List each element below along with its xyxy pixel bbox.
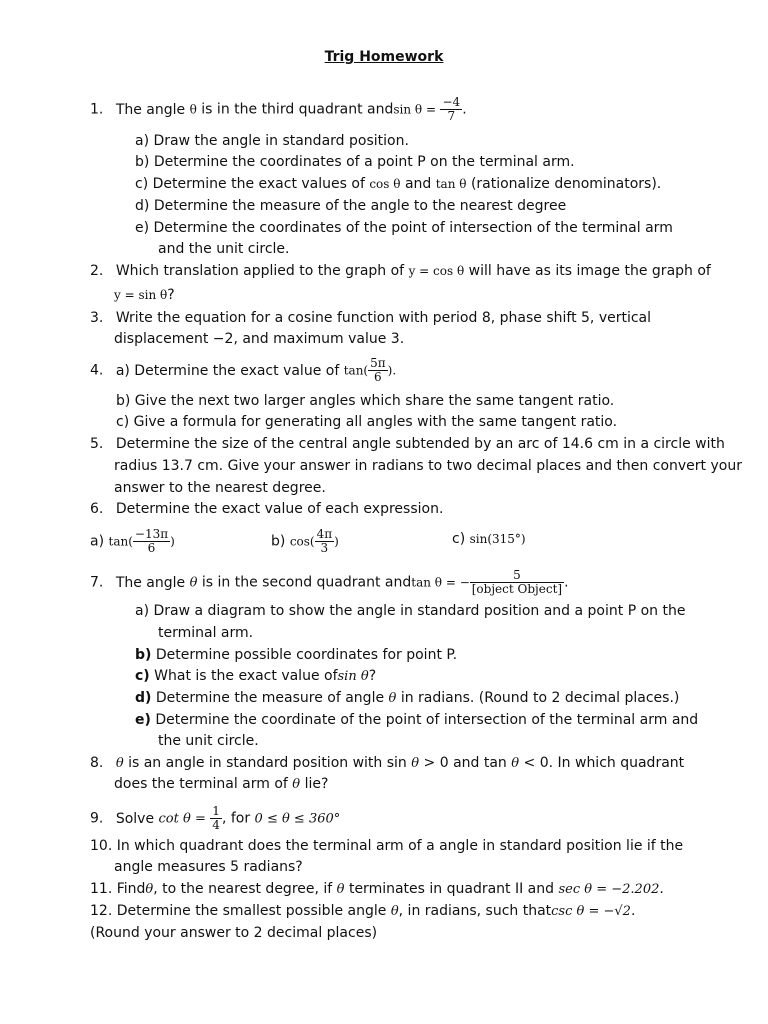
question-12 [90, 903, 635, 920]
q7-part-e [135, 712, 698, 729]
q11-theta-2: θ [336, 882, 345, 897]
q1-number: 1. [90, 101, 104, 118]
question-11 [90, 881, 664, 898]
q1-part-e [135, 220, 673, 237]
q3-text: Write the equation for a cosine function with period 8, phase shift 5, vertical [115, 310, 652, 326]
q7-b-text: Determine possible coordinates for point P. [155, 647, 458, 663]
q7-part-c [135, 668, 376, 685]
q11-number: 11. [90, 881, 113, 897]
q1-c-tan: tan θ [435, 177, 467, 191]
q7-c-question-mark: ? [368, 668, 377, 684]
q9-numerator: 1 [212, 804, 220, 818]
q7-text-pre: The angle [115, 574, 186, 591]
page-title: Trig Homework [324, 49, 444, 65]
q7-text-mid: is in the second quadrant and [201, 574, 412, 591]
q2-text2: will have as its image the graph of [468, 263, 711, 279]
q7-d-theta: θ [388, 691, 397, 706]
q7-theta: θ [189, 575, 198, 591]
q9-text2: , for [221, 810, 251, 827]
q1-a-text: Draw the angle in standard position. [153, 133, 409, 149]
q9-fraction [210, 805, 222, 832]
q3-number: 3. [90, 310, 104, 326]
question-7 [90, 569, 569, 596]
q5-continued-2: answer to the nearest degree. [114, 480, 326, 496]
q4-fraction [368, 357, 388, 384]
q1-d-label: d) [135, 198, 150, 214]
q4-number: 4. [90, 362, 104, 379]
q7-part-a [135, 603, 685, 620]
q1-part-b [135, 154, 575, 171]
q12-number: 12. [90, 903, 113, 919]
q7-numerator: 5 [513, 568, 521, 582]
q1-sin-expr: sin θ = [393, 102, 437, 117]
q1-c-cos: cos θ [369, 177, 401, 191]
q5-text: Determine the size of the central angle subtended by an arc of 14.6 cm in a circle with [115, 436, 725, 452]
q1-e-continued: and the unit circle. [158, 241, 290, 257]
q8-theta: θ [115, 756, 124, 771]
q1-text-pre: The angle [115, 101, 186, 118]
q1-part-c [135, 176, 661, 193]
q7-c-sin: sin θ [337, 669, 369, 684]
q7-c-text: What is the exact value of [154, 668, 338, 684]
q1-a-label: a) [135, 133, 150, 149]
q7-denominator: [object Object] [471, 582, 563, 596]
q8-text2: > 0 and tan [423, 755, 507, 771]
q10-number: 10. [90, 838, 113, 854]
q2-cos-expr: y = cos θ [408, 264, 465, 278]
q8-theta-4: θ [292, 777, 301, 792]
q9-denominator: 4 [212, 818, 220, 832]
q11-text2: , to the nearest degree, if [153, 881, 333, 897]
q6-a-label: a) [90, 533, 105, 550]
q6-a-close: ) [170, 534, 175, 549]
q6-a-denominator: 6 [133, 541, 170, 555]
q8-text5: lie? [304, 776, 329, 792]
q11-end: . [659, 881, 664, 897]
q6-b-denominator: 3 [315, 541, 335, 555]
q9-range: 0 ≤ θ ≤ 360° [254, 811, 341, 827]
q1-c-and: and [404, 176, 432, 192]
q1-d-text: Determine the measure of the angle to the nearest degree [153, 198, 567, 214]
q8-text4: does the terminal arm of [114, 776, 288, 792]
q8-text3: < 0. In which quadrant [523, 755, 685, 771]
q6-c-label: c) [452, 531, 466, 547]
q9-text: Solve [115, 810, 155, 827]
q7-c-label: c) [135, 668, 150, 684]
q4-tan: tan( [343, 363, 369, 378]
question-5 [90, 436, 725, 453]
q6-b-fraction [315, 528, 335, 555]
q1-c-label: c) [135, 176, 149, 192]
q6-text: Determine the exact value of each expression. [115, 501, 444, 517]
q7-fraction [470, 569, 564, 596]
q1-part-d [135, 198, 566, 215]
q10-text: In which quadrant does the terminal arm of a angle in standard position lie if the [116, 838, 684, 854]
q1-b-text: Determine the coordinates of a point P on the terminal arm. [153, 154, 575, 170]
q1-end: . [462, 101, 467, 118]
q6-b-numerator: 4π [316, 527, 333, 541]
q5-number: 5. [90, 436, 104, 452]
q9-cot-expr: cot θ = [158, 811, 206, 827]
q4-part-b: b) Give the next two larger angles which share the same tangent ratio. [116, 393, 615, 409]
question-10 [90, 838, 683, 855]
q7-d-text: Determine the measure of angle [155, 690, 385, 706]
q12-text: Determine the smallest possible angle [116, 903, 387, 919]
q7-end: . [564, 574, 569, 591]
q6-a-tan: tan( [108, 534, 133, 549]
q8-continued [114, 776, 328, 793]
q11-theta: θ [145, 882, 154, 897]
q12-theta: θ [390, 904, 399, 919]
q12-note: (Round your answer to 2 decimal places) [90, 925, 378, 941]
q1-denominator: 7 [440, 109, 462, 123]
q2-sin-expr: y = sin θ [114, 288, 168, 302]
q7-part-b [135, 647, 457, 664]
q1-c-text2: (rationalize denominators). [470, 176, 662, 192]
q7-b-label: b) [135, 647, 152, 663]
q5-continued: radius 13.7 cm. Give your answer in radians to two decimal places and then convert your [114, 458, 742, 474]
q7-part-d [135, 690, 679, 707]
q9-number: 9. [90, 810, 104, 827]
q12-csc-expr: csc θ = −√2 [551, 904, 631, 919]
q6-a-numerator: −13π [134, 527, 169, 541]
question-9 [90, 805, 340, 832]
q8-theta-2: θ [411, 756, 420, 771]
q6-part-b [271, 528, 339, 555]
q4-close: ). [387, 363, 397, 378]
question-3 [90, 310, 651, 327]
q1-e-label: e) [135, 220, 150, 236]
q1-text-mid: is in the third quadrant and [201, 101, 394, 118]
q7-a-label: a) [135, 603, 150, 619]
q7-a-continued: terminal arm. [158, 625, 254, 641]
q6-b-label: b) [271, 533, 286, 550]
q1-theta: θ [189, 102, 197, 117]
q8-text: is an angle in standard position with sin [128, 755, 407, 771]
q12-text2: , in radians, such that [398, 903, 552, 919]
q4-denominator: 6 [368, 370, 388, 384]
q1-part-a [135, 133, 409, 150]
q7-d-text2: in radians. (Round to 2 decimal places.) [400, 690, 680, 706]
q2-number: 2. [90, 263, 104, 279]
q6-b-cos: cos( [289, 534, 315, 549]
question-4 [90, 357, 396, 384]
q8-theta-3: θ [511, 756, 520, 771]
question-2 [90, 263, 711, 280]
q7-e-label: e) [135, 712, 151, 728]
q2-text: Which translation applied to the graph of [115, 263, 405, 279]
q6-b-close: ) [334, 534, 339, 549]
q6-part-c [452, 531, 526, 548]
q6-a-fraction [133, 528, 170, 555]
q2-question-mark: ? [167, 287, 175, 303]
q6-number: 6. [90, 501, 104, 517]
q8-number: 8. [90, 755, 104, 771]
q1-fraction [440, 96, 462, 123]
q4-a-text: a) Determine the exact value of [115, 362, 340, 379]
q11-sec-expr: sec θ = −2.202 [558, 882, 660, 897]
q7-number: 7. [90, 574, 104, 591]
q11-text: Find [116, 881, 146, 897]
q7-tan-expr: tan θ = − [411, 575, 470, 590]
q6-part-a [90, 528, 175, 555]
q7-d-label: d) [135, 690, 152, 706]
q1-e-text: Determine the coordinates of the point of intersection of the terminal arm [153, 220, 673, 236]
q1-b-label: b) [135, 154, 150, 170]
q4-part-c: c) Give a formula for generating all angles with the same tangent ratio. [116, 414, 618, 430]
q7-a-text: Draw a diagram to show the angle in standard position and a point P on the [153, 603, 686, 619]
q1-numerator: −4 [442, 95, 461, 109]
q7-e-continued: the unit circle. [158, 733, 259, 749]
q2-continued [114, 287, 175, 304]
question-8 [90, 755, 684, 772]
q6-c-expr: sin(315°) [469, 532, 526, 546]
question-6 [90, 501, 443, 518]
question-1 [90, 96, 467, 123]
q3-continued: displacement −2, and maximum value 3. [114, 331, 405, 347]
q4-numerator: 5π [370, 356, 386, 370]
q7-e-text: Determine the coordinate of the point of intersection of the terminal arm and [155, 712, 699, 728]
q10-continued: angle measures 5 radians? [114, 859, 303, 875]
q1-c-text: Determine the exact values of [152, 176, 365, 192]
q11-text3: terminates in quadrant II and [348, 881, 555, 897]
q12-end: . [630, 903, 636, 919]
